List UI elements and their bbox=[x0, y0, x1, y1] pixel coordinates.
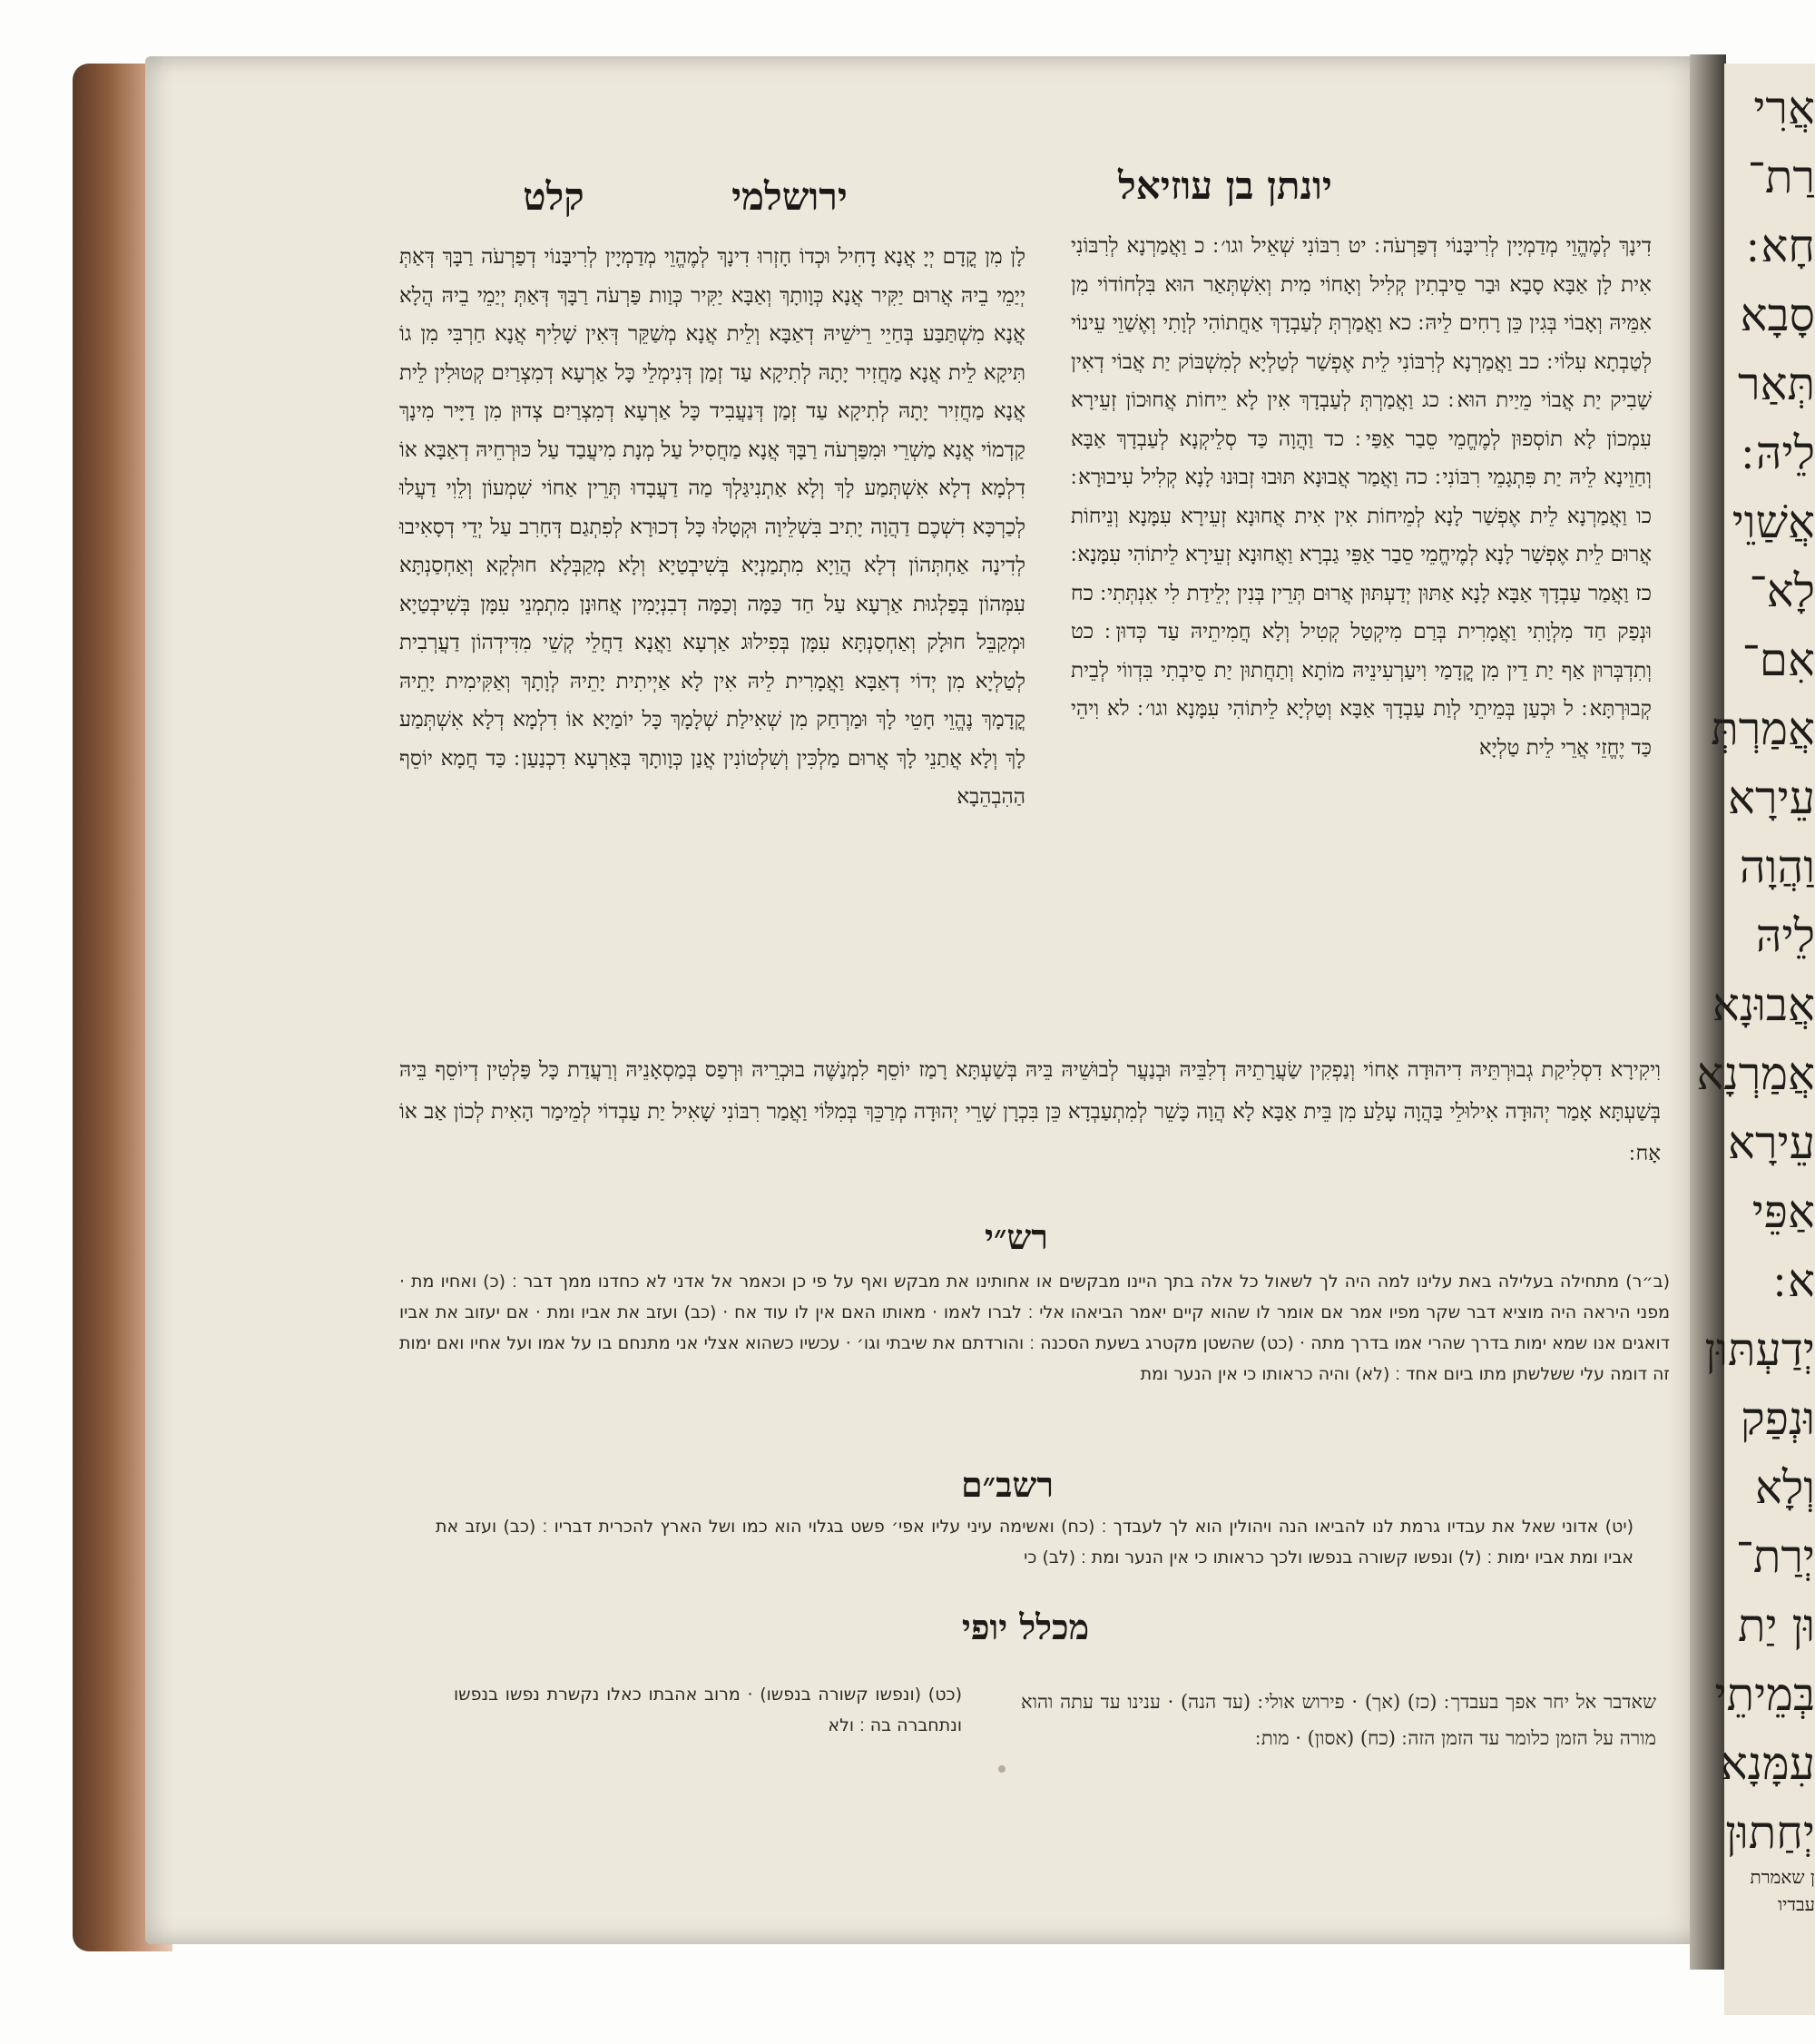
facing-page-line: בְּמֵיתֵי bbox=[1714, 1668, 1815, 1721]
rashbam-commentary bbox=[436, 1511, 1634, 1611]
facing-page-line: יְדַעְתּוּן bbox=[1704, 1323, 1815, 1376]
facing-page-line: חָא ׃ bbox=[1746, 220, 1815, 272]
rashbam-heading: רשב״ם bbox=[960, 1464, 1055, 1505]
running-header-title: יונתן בן עוזיאל bbox=[1118, 163, 1332, 208]
mikhlal-yofi-left bbox=[454, 1679, 962, 1788]
paper-speck bbox=[998, 1765, 1006, 1773]
facing-page-line: לֵיהּ bbox=[1755, 909, 1815, 962]
facing-page-line: וּן יַת bbox=[1737, 1599, 1815, 1652]
running-header-center: ירושלמי bbox=[731, 174, 848, 219]
facing-page-line: אֲבוּנָא bbox=[1712, 978, 1815, 1031]
facing-page-line: וּנְפַק bbox=[1740, 1392, 1815, 1445]
targum-right-text: דִינָךְ לְמֶהֱוֵי מְדַמְיָין לְרִיבָּנוֹי דְפַּרְעֹה ׃ יט רִבּוֹנִי שְׁאֵיל וגו׳ ׃ כ וַאֲמַרְנָא לְרִבּוֹנִי אִית לָן אַבָּא סָבָא וּבַר סֵיבְתִין קְלִיל וְאָחוֹי מִית וְאִשְׁתְּאַר הוּא בִּלְחוֹדוֹי מִן אִמֵּיהּ וְאָבוֹי בְּגִין כֵּן רָחִים לֵיהּ ׃ כא וַאֲמַרְתְּ לְעַבְדָךְ אַחֲתוֹהִי לְוָתִי וְאֶשַׁוֵי עֵינוֹי לְטַבְתָא עִלוֹי ׃ כב וַאֲמַרְנָא לְרִבּוֹנִי לֵית אֶפְשַׁר לְטַלְיָא לְמִשְׁבּוֹק יַת אֲבוֹי דְאִין שָׁבִיק יַת אֲבוֹי מֵיַית הוּא ׃ כג וַאֲמַרְתְּ לְעַבְדָךְ אִין לָא יֵיחוֹת אֲחוּכוֹן זְעֵירָא עִמְכוֹן לָא תוֹסְפוּן לְמֶחֱמֵי סֵבַר אַפַּי ׃ כד וַהֲוָה כַּד סְלֵיקְנָא לְעַבְדָךְ אַבָּא וְחַוֵינָא לֵיהּ יַת פִּתְגָמֵי רִבּוֹנִי ׃ כה וַאֲמַר אֲבוּנָא תּוּבוּ זְבוּנוּ לָנָא קְלִיל עִיבוּרָא ׃ כו וַאֲמַרְנָא לֵית אֶפְשַׁר לָנָא לְמֵיחוֹת אִין אִית אֲחוּנָא זְעֵירָא עִמָּנָא וְנֵיחוֹת אֲרוּם לֵית אֶפְשַׁר לָנָא לְמֶיחֱמֵי סֵבַר אַפֵּי גַבְרָא וַאֲחוּנָא זְעֵירָא לֵיתוֹהִי עִמָּנָא ׃ כז וַאֲמַר עַבְדָךְ אַבָּא לָנָא אַתּוּן יְדַעְתּוּן אֲרוּם תְּרֵין בְּנִין יְלֵידַת לִי אִנְתְּתִי ׃ כח וּנְפַק חַד מִלְוָתִי וַאֲמָרִית בְּרַם מִיקְטַל קְטִיל וְלָא חֲמִיתֵיהּ עַד כְּדוּן ׃ כט וְתִדְבְּרוּן אַף יַת דֵין מִן קֳדָמַי וִיעַרְעִינֵיהּ מוֹתָא וְתַחֲתוּן יַת סֵיבְתִי בִּדְווֹי לְבֵית קְבוּרְתָּא ׃ ל וּכְעַן בְּמֵיתֵי לְוַת עַבְדָךְ אַבָּא וְטַלְיָא לֵיתוֹהִי עִמָּנָא וגו׳ ׃ לא וִיהֵי כַּד יֶחֱזֵי אֲרֵי לֵית טַלְיָא bbox=[1071, 234, 1652, 760]
targum-left-text: לָן מִן קֳדָם יְיָ אֲנָא דָחִיל וּכְדוֹ חָזְרוּ דִינָךְ לְמֶהֱוֵי מְדַמְיָין לְרִיבָּנוֹי דְפַרְעֹה רַבָּךְ דְּאַתְּ יְיַמֵי בֵיהּ אֲרוּם יַקִּיר אֲנָא כְּוָותָךְ וְאַבָּא יַקִּיר כְּוַות פַּרְעֹה רַבָּךְ דְּאַתְּ יְיַמֵי בֵיהּ הֲלָא אֲנָא מִשְׁתַּבַּע בְּחַיֵי רֵישֵׁיהּ דְאַבָּא וְלֵית אֲנָא מְשַׁקֵּר דְּאִין שָׁלִיף אֲנָא חַרְבִּי מִן גוֹ תִּיקָא לֵית אֲנָא מַחֲזִיר יָתָהּ לְתִיקָא עַד זְמַן דְּנִימְלֵי כָּל אַרְעָא דְמִצְרַיִם קְטוּלִין לֵית אֲנָא מַחֲזִיר יָתָהּ לְתִיקָא עַד זְמַן דְּנַעֲבִיד כָּל אַרְעָא דְמִצְרַיִם צְדוּן מִן דַיָּיר מִינָךְ קַדְמוֹי אֲנָא מַשְׁרֵי וּמִפַּרְעֹה רַבָּךְ אֲנָא מַחֲסִיל עַל מְנָת מִיעֲבַד עַל כּוּרְחֵיהּ דְאַבָּא אוֹ דִלְמָא דְלָא אִשְׁתְּמַע לָךְ וְלָא אַתְנִיגַּלְךְ מַה דַעֲבָדוּ תְּרֵין אַחוֹי שִׁמְעוֹן וְלֵוִי דַעֲלוּ לְכַרְכָּא דִשְׁכֶם דַהֲוָה יָתִיב בִּשְׁלֵיוָה וּקְטָלוּ כָּל דְכוּרָא לְפִתְגַם דְּחָרִב עַל יְדֵי דְסָאִיבוּ לְדִינָה אַחְתְּהוֹן דְלָא הֲוַיָא מִתְמַנְיָא בְּשִׁיבְטַיָא וְלָא מְקַבְּלָא חוּלְקָא וְאַחְסַנְתָּא עִמְּהוֹן בְּפַלְגוּת אַרְעָא עַל חַד כַּמָּה וְכַמָּה דְבִנְיָמִין אֲחוּנָן מִתְמְנֵי עִמָּן בְּשִׁיבְטַיָא וּמְקַבֵּל חוּלָק וְאַחְסַנְתָּא עִמָּן בְּפִילוּג אַרְעָא וַאֲנָא דַחֲלֵי קְשֵׁי מִדִּידְהוֹן דַעֲרְבִית לְטַלְיָא מִן יְדוֹי דְאַבָּא וַאֲמָרִית לֵיהּ אִין לָא אַיְיתִית יָתֵיהּ לְוָתָךְ וְאַקִּימִית יָתֵיהּ קֳדָמָךְ נֶהֱוֵי חָטֵי לָךְ וּמַרְחַק מִן שְׁאִילַת שְׁלָמָךְ כָּל יוֹמַיָא אוֹ דִלְמָא דְלָא אִשְׁתְּמַע לָךְ וְלָא אֲתַנֵי לָךְ אֲרוּם מַלְכִּין וְשִׁלְטוֹנִין אֲנַן כְּוָותָךְ בְּאַרְעָא דִכְנַעַן ׃ כַּד חֲמָא יוֹסֵף הַהִבְהֵבָא bbox=[399, 245, 1025, 809]
facing-page-line: עִמָּנָא bbox=[1720, 1737, 1815, 1790]
rashi-commentary bbox=[399, 1266, 1670, 1452]
rashbam-text: (יט) אדוני שאל את עבדיו גרמת לנו להביאו הנה ויהולין הוא לך לעבדך ׃ (כח) ואשימה עיני עליו אפי׳ פשט בגלוי הוא כמו ושל הארץ להכרית דבריו ׃ (כב) ועזב את אביו ומת אביו ימות ׃ (ל) ונפשו קשורה בנפשו ולכך כראותו כי אין הנער ומת ׃ (לב) כי bbox=[436, 1517, 1634, 1567]
facing-page-line: אֲשַׁוֵי bbox=[1732, 496, 1815, 548]
targum-column-left bbox=[399, 238, 1025, 1046]
facing-page-line: אִם־ bbox=[1741, 634, 1815, 686]
facing-page-line: אֲרִי bbox=[1753, 82, 1815, 134]
facing-page-line: יְחַתוּן bbox=[1725, 1806, 1815, 1859]
facing-page-line: עֵירָא bbox=[1728, 771, 1815, 824]
rashi-text: (ב״ר) מתחילה בעלילה באת עלינו למה היה לך לשאול כל אלה בתך היינו מבקשים או אחותינו את מבקש ואף על פי כן וכאמר אל אדני לא כחדנו ממך דבר ׃ (כ) ואחיו מת · מפני היראה היה מוציא דבר שקר מפיו אמר אם אומר לו שהוא קיים יאמר הביאהו אלי ׃ לברו לאמו · מאותו האם אין לו עוד אח · (כב) ועזב את אביו ומת · אם יעזוב את אביו דואגים אנו שמא ימות בדרך שהרי אמו בדרך מתה · (כט) שהשטן מקטרג בשעת הסכנה ׃ והורדתם את שיבתי וגו׳ · עכשיו כשהוא אצלי אני מתנחם בו על אמו ועל אחיו ואם ימות זה דומה עלי ששלשתן מתו ביום אחד ׃ (לא) והיה כראותו כי אין הנער ומת bbox=[399, 1272, 1670, 1384]
mikhlal-left-text: (כט) (ונפשו קשורה בנפשו) · מרוב אהבתו כאלו נקשרת נפשו בנפשו ונתחברה בה ׃ ולא bbox=[454, 1685, 962, 1735]
facing-page-note: ן שאמרת bbox=[1750, 1866, 1815, 1888]
facing-page-line: יְרַת־ bbox=[1735, 1530, 1815, 1583]
mikhlal-yofi-heading: מכלל יופי bbox=[961, 1607, 1090, 1647]
page-number: קלט bbox=[523, 174, 584, 219]
mikhlal-right-text: שאדבר אל יחר אפך בעבדך ׃ (כז) (אך) · פירוש אולי ׃ (עד הנה) · ענינו עד עתה והוא מורה על הזמן כלומר עד הזמן הזה ׃ (כח) (אסון) · מות ׃ bbox=[1021, 1691, 1656, 1749]
facing-page-line: וְלָא bbox=[1754, 1461, 1815, 1514]
facing-page-line: אֲמַרְנָא bbox=[1696, 1047, 1815, 1100]
facing-page-line: תְּאַר bbox=[1737, 358, 1815, 410]
targum-wide-text: וִיקִירָא דִסְלִיקַת גְבוּרְתֵּיהּ דִיהוּדָה אָחוֹי וְנַפְקִין שַׂעֲרָתֵיהּ דְלִבֵּיהּ וּבְנַעֲר לְבוּשֵׁיהּ בֵּיהּ בְּשַׁעְתָּא רָמַז יוֹסֵף לִמְנַשֶּׁה בוּכְרֵיהּ וּרְפַס בְּמַסְאָנֵיהּ וְרַעֲדַת כָּל פַּלְטִין דְיוֹסֵף בֵּיהּ בְּשַׁעְתָּא אָמַר יְהוּדָה אִילוּלֵי בַּהֲוָה עָלַע מִן בֵּית אַבָּא לָא הֲוָה כָּשֵׁר לְמִתְעַבְדָא כֵּן בִּכְרָן שָׁרֵי יְהוּדָה מְרַכֵּךְ בְּמִלּוֹי וַאֲמַר רִבּוֹנִי שָׁאִיל יַת עַבְדוֹי לְמֵימַר הָאִית לְכוֹן אַב אוֹ אָח ׃ bbox=[399, 1058, 1661, 1165]
targum-column-right bbox=[1071, 227, 1652, 1035]
facing-page-line: עֵירָא bbox=[1728, 1116, 1815, 1169]
facing-page-line: רַת־ bbox=[1747, 151, 1815, 203]
facing-page-line: אֲמַרְתְּ bbox=[1711, 703, 1815, 755]
facing-page-note: עבדיו bbox=[1778, 1893, 1815, 1915]
facing-page-line: לָא־ bbox=[1749, 565, 1815, 617]
facing-page-fragment bbox=[1696, 64, 1815, 2015]
facing-page-line: סָבָא bbox=[1740, 289, 1815, 341]
facing-page-line: א ׃ bbox=[1773, 1254, 1815, 1307]
mikhlal-yofi-right bbox=[1021, 1684, 1656, 1802]
rashi-heading: רש״י bbox=[985, 1216, 1048, 1257]
facing-page-line: אַפֵּי bbox=[1751, 1185, 1815, 1238]
facing-page-line: לֵיהּ ׃ bbox=[1741, 427, 1815, 479]
facing-page-line: וַהֲוָה bbox=[1739, 840, 1815, 893]
